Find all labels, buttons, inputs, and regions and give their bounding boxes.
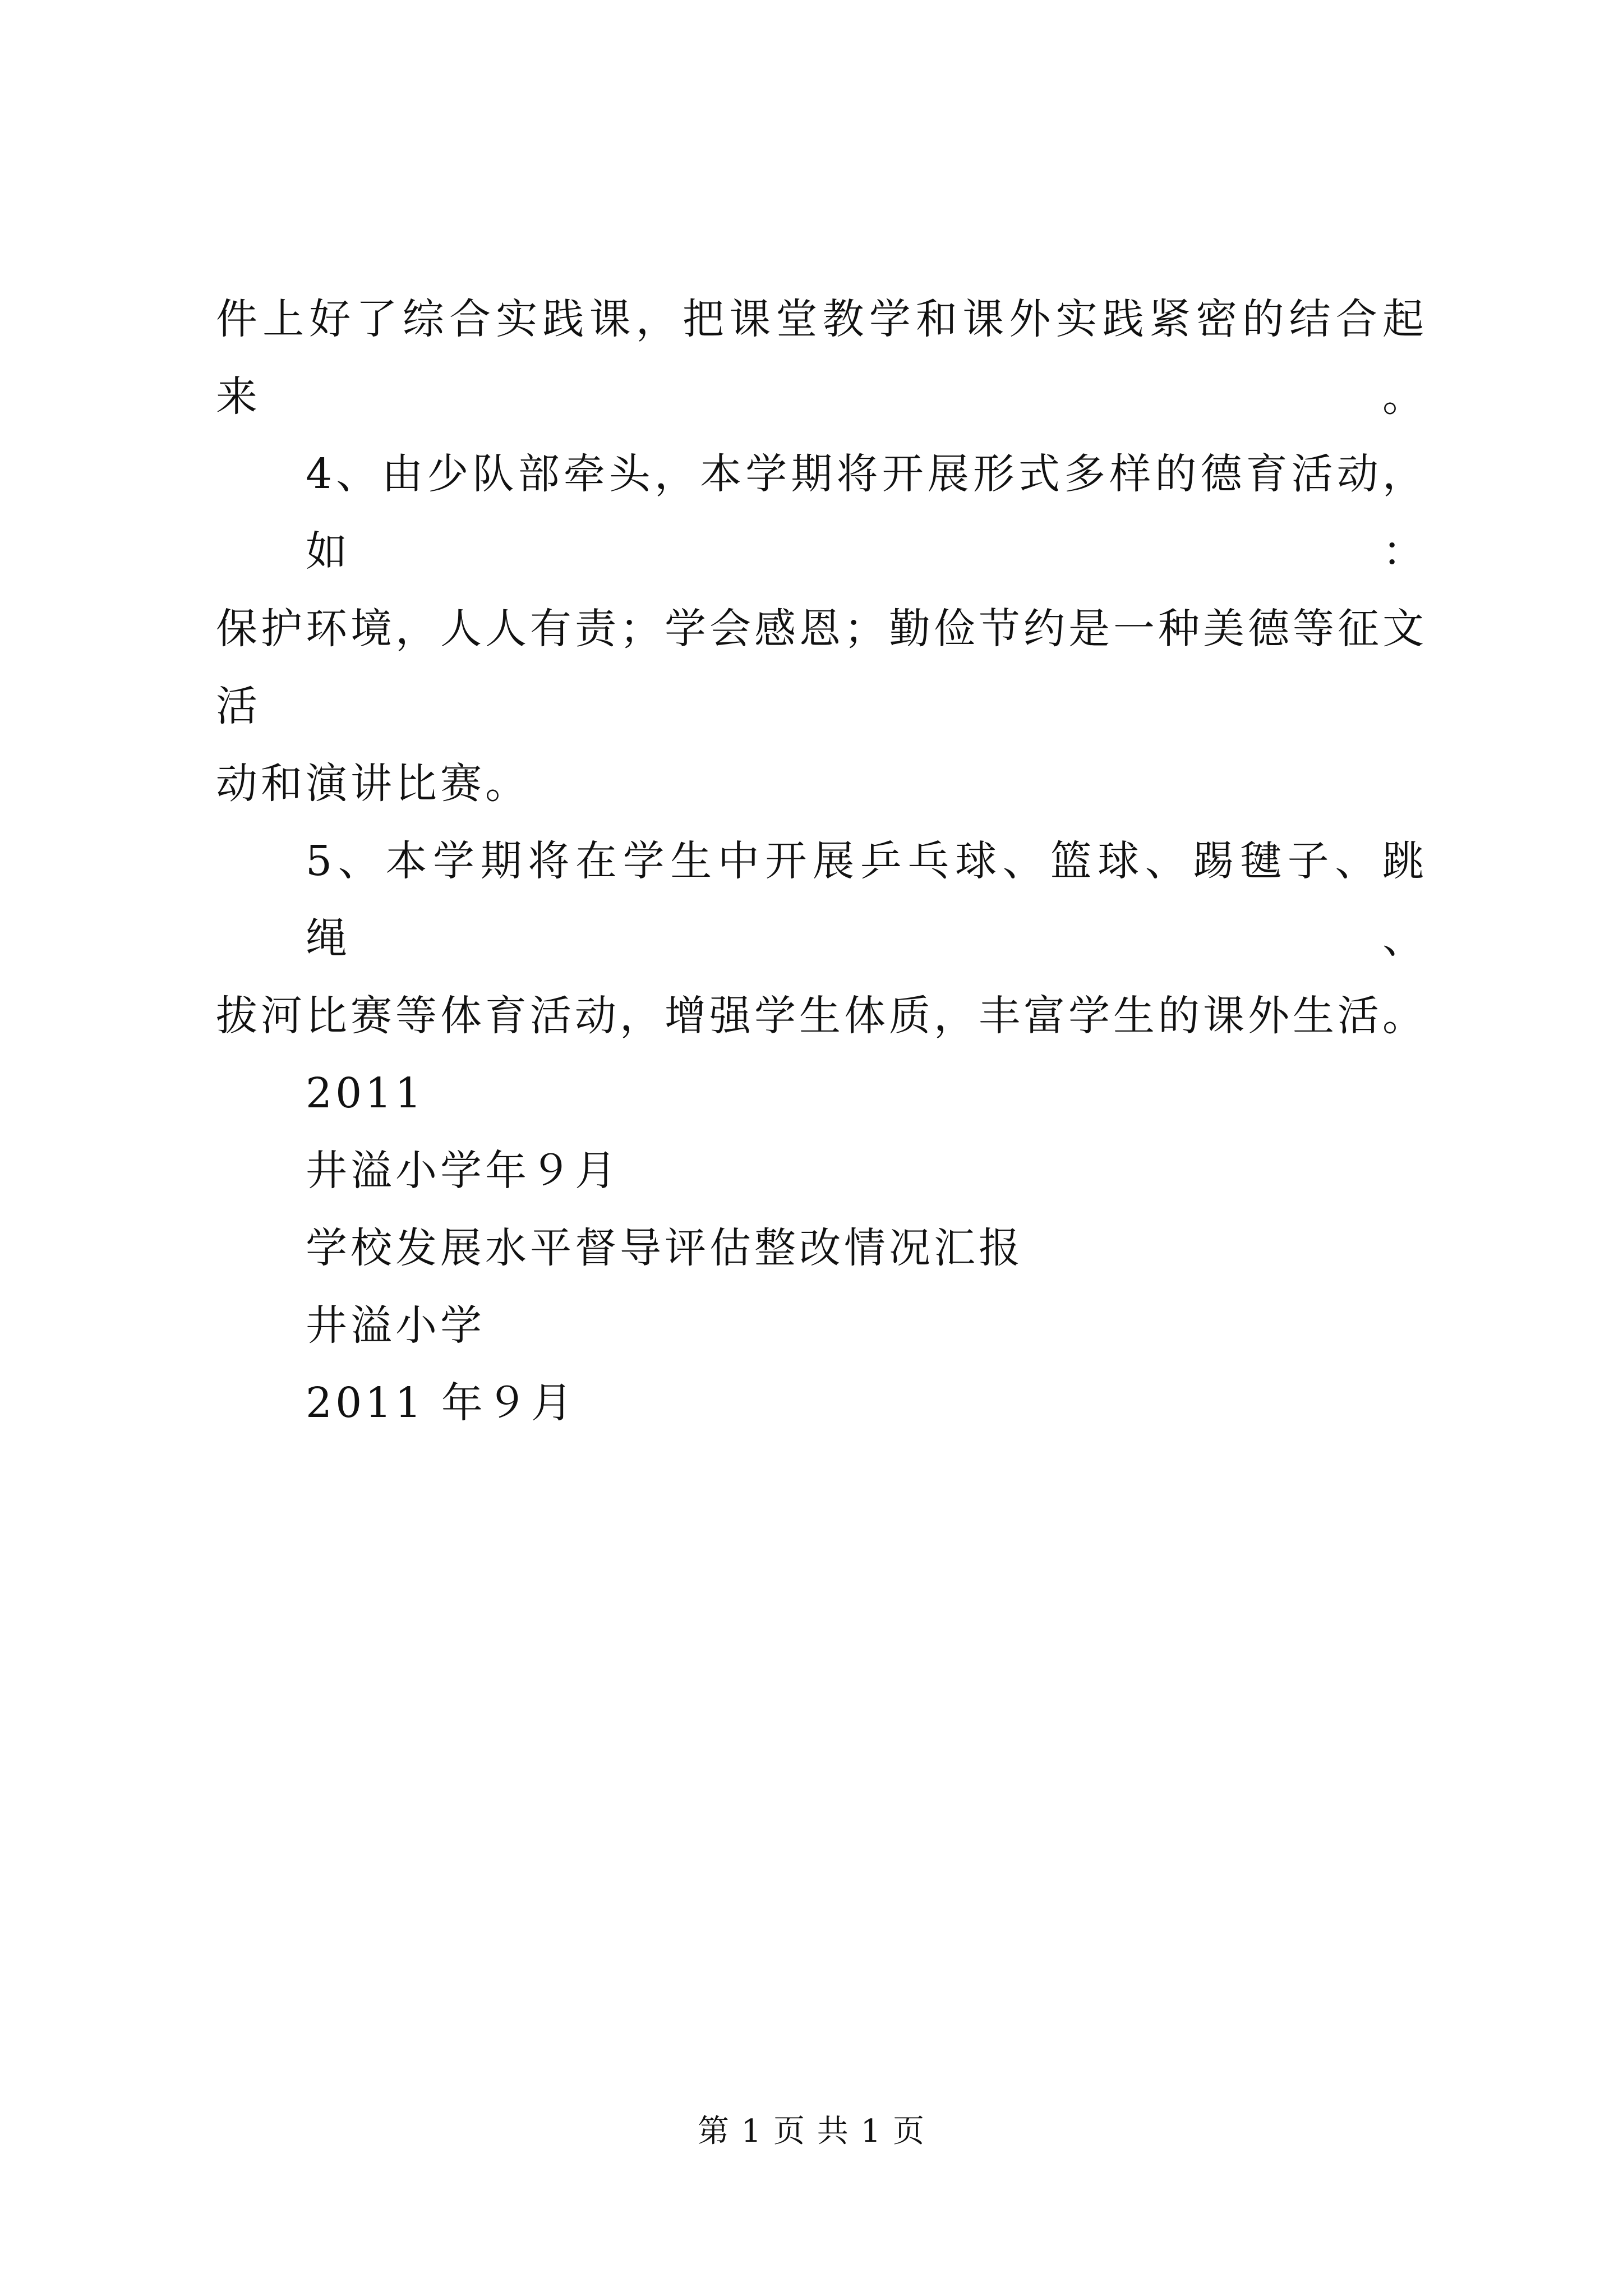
report-title-line: 学校发展水平督导评估整改情况汇报 [306, 1224, 1023, 1272]
paragraph-line: 拔河比赛等体育活动，增强学生体质，丰富学生的课外生活。 [216, 992, 1427, 1040]
paragraph-line: 动和演讲比赛。 [216, 760, 530, 808]
page-footer [0, 2106, 1623, 2151]
year-line: 2011 [306, 1069, 425, 1117]
paragraph-line: 保护环境，人人有责；学会感恩；勤俭节约是一种美德等征文活 [216, 605, 1427, 730]
document-body [216, 280, 1427, 1442]
paragraph-line: 件上好了综合实践课，把课堂教学和课外实践紧密的结合起来。 [216, 295, 1427, 421]
date-line: 2011 年９月 [306, 1379, 576, 1427]
school-date-line: 井溢小学年９月 [306, 1147, 620, 1195]
paragraph-line: 4、由少队部牵头，本学期将开展形式多样的德育活动，如： [306, 450, 1427, 576]
paragraph-line: 5、本学期将在学生中开展乒乓球、篮球、踢毽子、跳绳、 [306, 837, 1427, 963]
school-name-line: 井溢小学 [306, 1301, 485, 1350]
page-number: 第 1 页 共 1 页 [697, 2113, 926, 2150]
